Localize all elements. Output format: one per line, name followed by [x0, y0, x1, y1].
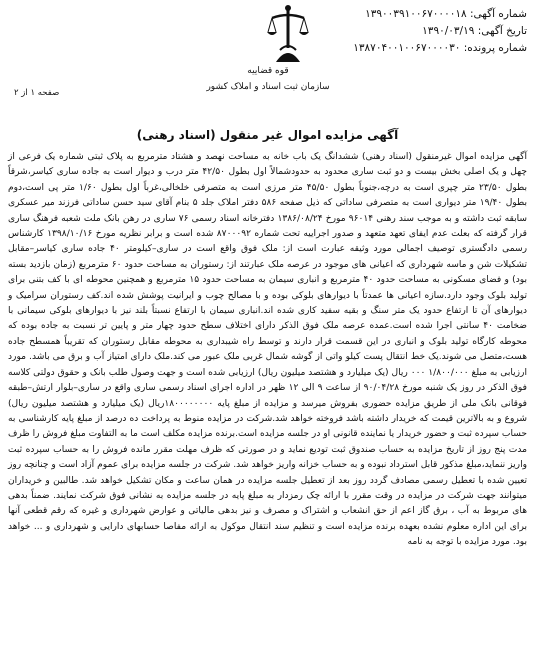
ad-metadata [327, 6, 527, 57]
page-indicator: صفحه ۱ از ۲ [14, 88, 60, 98]
judiciary-emblem [232, 4, 342, 116]
notice-title: آگهی مزایده اموال غیر منقول (اسناد رهنی) [136, 128, 399, 142]
notice-body [8, 150, 527, 551]
ad-date: تاریخ آگهی: ۱۳۹۰/۰۳/۱۹ [422, 25, 527, 37]
ad-number: شماره آگهی: ۱۳۹۰۰۳۹۱۰۰۶۷۰۰۰۰۱۸ [365, 8, 527, 20]
scales-emblem-icon [266, 4, 310, 64]
notice-paragraph: آگهی مزایده اموال غیرمنقول (اسناد رهنی) ششدانگ یک باب خانه به مساحت نهصد و هشتاد مترمربع به پلاک ثبتی شماره یک فرعی از چهل و یک اصلی بخش بیست و دو ثبت ساری محدود به حدودشمالاً اول بطول ۴۲/۵۰ متر درب و دیوار است به جاده ساری کیاسر،شرقاً بطول ۲۳/۵۰ متر چپری است به درچه،جنوباً بطول ۴۵/۵۰ متر مرزی است به متصرفی خلخالی،غرباً اول بطول ۱/۶۰ متر پی است،دوم بطول ۱۹/۴۰ متر دیواری است به متصرفی ساداتی که ذیل صفحه ۵۸۶ دفتر املاک جلد ۵ بنام آقای سید حسن ساداتی فرزند میر عسکری سابقه ثبت داشته و به موجب سند رهنی ۹۶۰۱۴ مورخ ۱۳۸۶/۰۸/۲۴ دفترخانه اسناد رسمی ۷۶ ساری در رهن بانک ملت شعبه فرهنگ ساری قرار گرفته که بعلت عدم ایفای تعهد متعهد و صدور اجراییه تحت شماره ۸۷۰۰۰۹۲ شده است و برابر نظریه مورخ ۱۳۹۸/۱۰/۱۶ کارشناس رسمی دادگستری توصیف اجمالی مورد وثیقه عبارت است از: ملک فوق واقع است در ساری–کیلومتر ۴۰ جاده ساری کیاسر–مقابل تشکیلات شن و ماسه شهرداری که اعیانی های موجود در عرصه ملک عبارتند از: رستوران به مساحت حدود ۶۰ مترمربع (زمان بازدید بسته بود) و فضای مسکونی به مساحت حدود ۴۰ مترمربع و انباری سیمان به مساحت حدود ۱۵ مترمربع و همچنین محوطه ای با کف بتنی برای تولید بلوک وجود دارد.سازه اعیانی ها عمدتاً با دیوارهای بلوکی بوده و با مصالح چوب و ایرانیت پوشش شده اند.کف رستوران سرامیک و دیوارهای آن تا ارتفاع حدود یک متر سنگ و بقیه سفید کاری شده اند.انباری سیمان با ارتفاع نسبتاً بلند نیز با دیوارهای بلوکی سیمانی با ضخامت ۴۰ سانتی اجرا شده است.عمده عرصه ملک فوق الذکر دارای اختلاف سطح حدود چهار متر و پایین تر نسبت به جاده بوده که محوطه کارگاه تولید بلوک و انباری در این قسمت قرار دارند و توسط راه شیبداری به محوطه مقابل رستوران که تقریباً همسطح جاده هست،متصل می شوند.یک خط انتقال پست کیلو واتی از گوشه شمال غربی ملک عبور می کند.ملک دارای امتیاز آب و برق می باشد. مورد ارزیابی به مبلغ ۱/۸۰۰/۰۰۰ ۰۰۰ ریال (یک میلیارد و هشتصد میلیون ریال) ارزیابی شده است و جهت وصول طلب بانک و حقوق دولتی کلاسه فوق الذکر در روز یک شنبه مورخ ۹۰/۰۴/۲۸ از ساعت ۹ الی ۱۲ ظهر در اداره اجرای اسناد رسمی ساری واقع در ساری–بلوار ارتش–طبقه فوقانی بانک ملی از طریق مزایده حضوری بفروش میرسد و مزایده از مبلغ پایه ۱۸۰۰۰۰۰۰۰۰ریال (یک میلیارد و هشتصد میلیون ریال) شروع و به بالاترین قیمت که خریدار داشته باشد فروخته خواهد شد.شرکت در مزایده منوط به پرداخت ده درصد از مبلغ پایه کارشناسی به حساب سپرده ثبت و حضور خریدار یا نماینده قانونی او در جلسه مزایده است.برنده مزایده مکلف است ما به التفاوت مبلغ فروش را ظرف مدت پنج روز از تاریخ مزایده به حساب صندوق ثبت تودیع نماید و در صورتی که ظرف مهلت مقرر مانده فروش را به حساب سپرده ثبت واریز ننماید،مبلغ مذکور قابل استرداد نبوده و به حساب خزانه واریز خواهد شد. شرکت در جلسه مزایده برای عموم آزاد است و چنانچه روز تعیین شده با تعطیل رسمی مصادف گردد روز بعد از تعطیل جلسه مزایده در همان ساعت و مکان تشکیل خواهد شد. طالبین و خریداران میتوانند جهت شرکت در مزایده در وقت مقرر با ارائه چک رمزدار به مبلغ پایه در جلسه مزایده به نشانی فوق شرکت نمایند. ضمناً بدهی های مربوط به آب ، برق گاز اعم از حق انشعاب و اشتراک و مصرف و نیز بدهی مالیاتی و عوارض شهرداری و غیره که رقم قطعی آنها برای این اداره معلوم نشده بعهده برنده مزایده است و تنظیم سند انتقال موکول به ارائه مفاصا حسابهای دارایی و شهرداری و ... خواهد بود. مورد مزایده با توجه به نامه [8, 152, 528, 548]
file-number: شماره پرونده: ۱۳۸۷۰۴۰۰۱۰۰۶۷۰۰۰۰۳۰ [353, 42, 527, 54]
judiciary-label: قوه قضاییه [247, 66, 289, 76]
organization-label: سازمان ثبت اسناد و املاک کشور [206, 82, 330, 92]
